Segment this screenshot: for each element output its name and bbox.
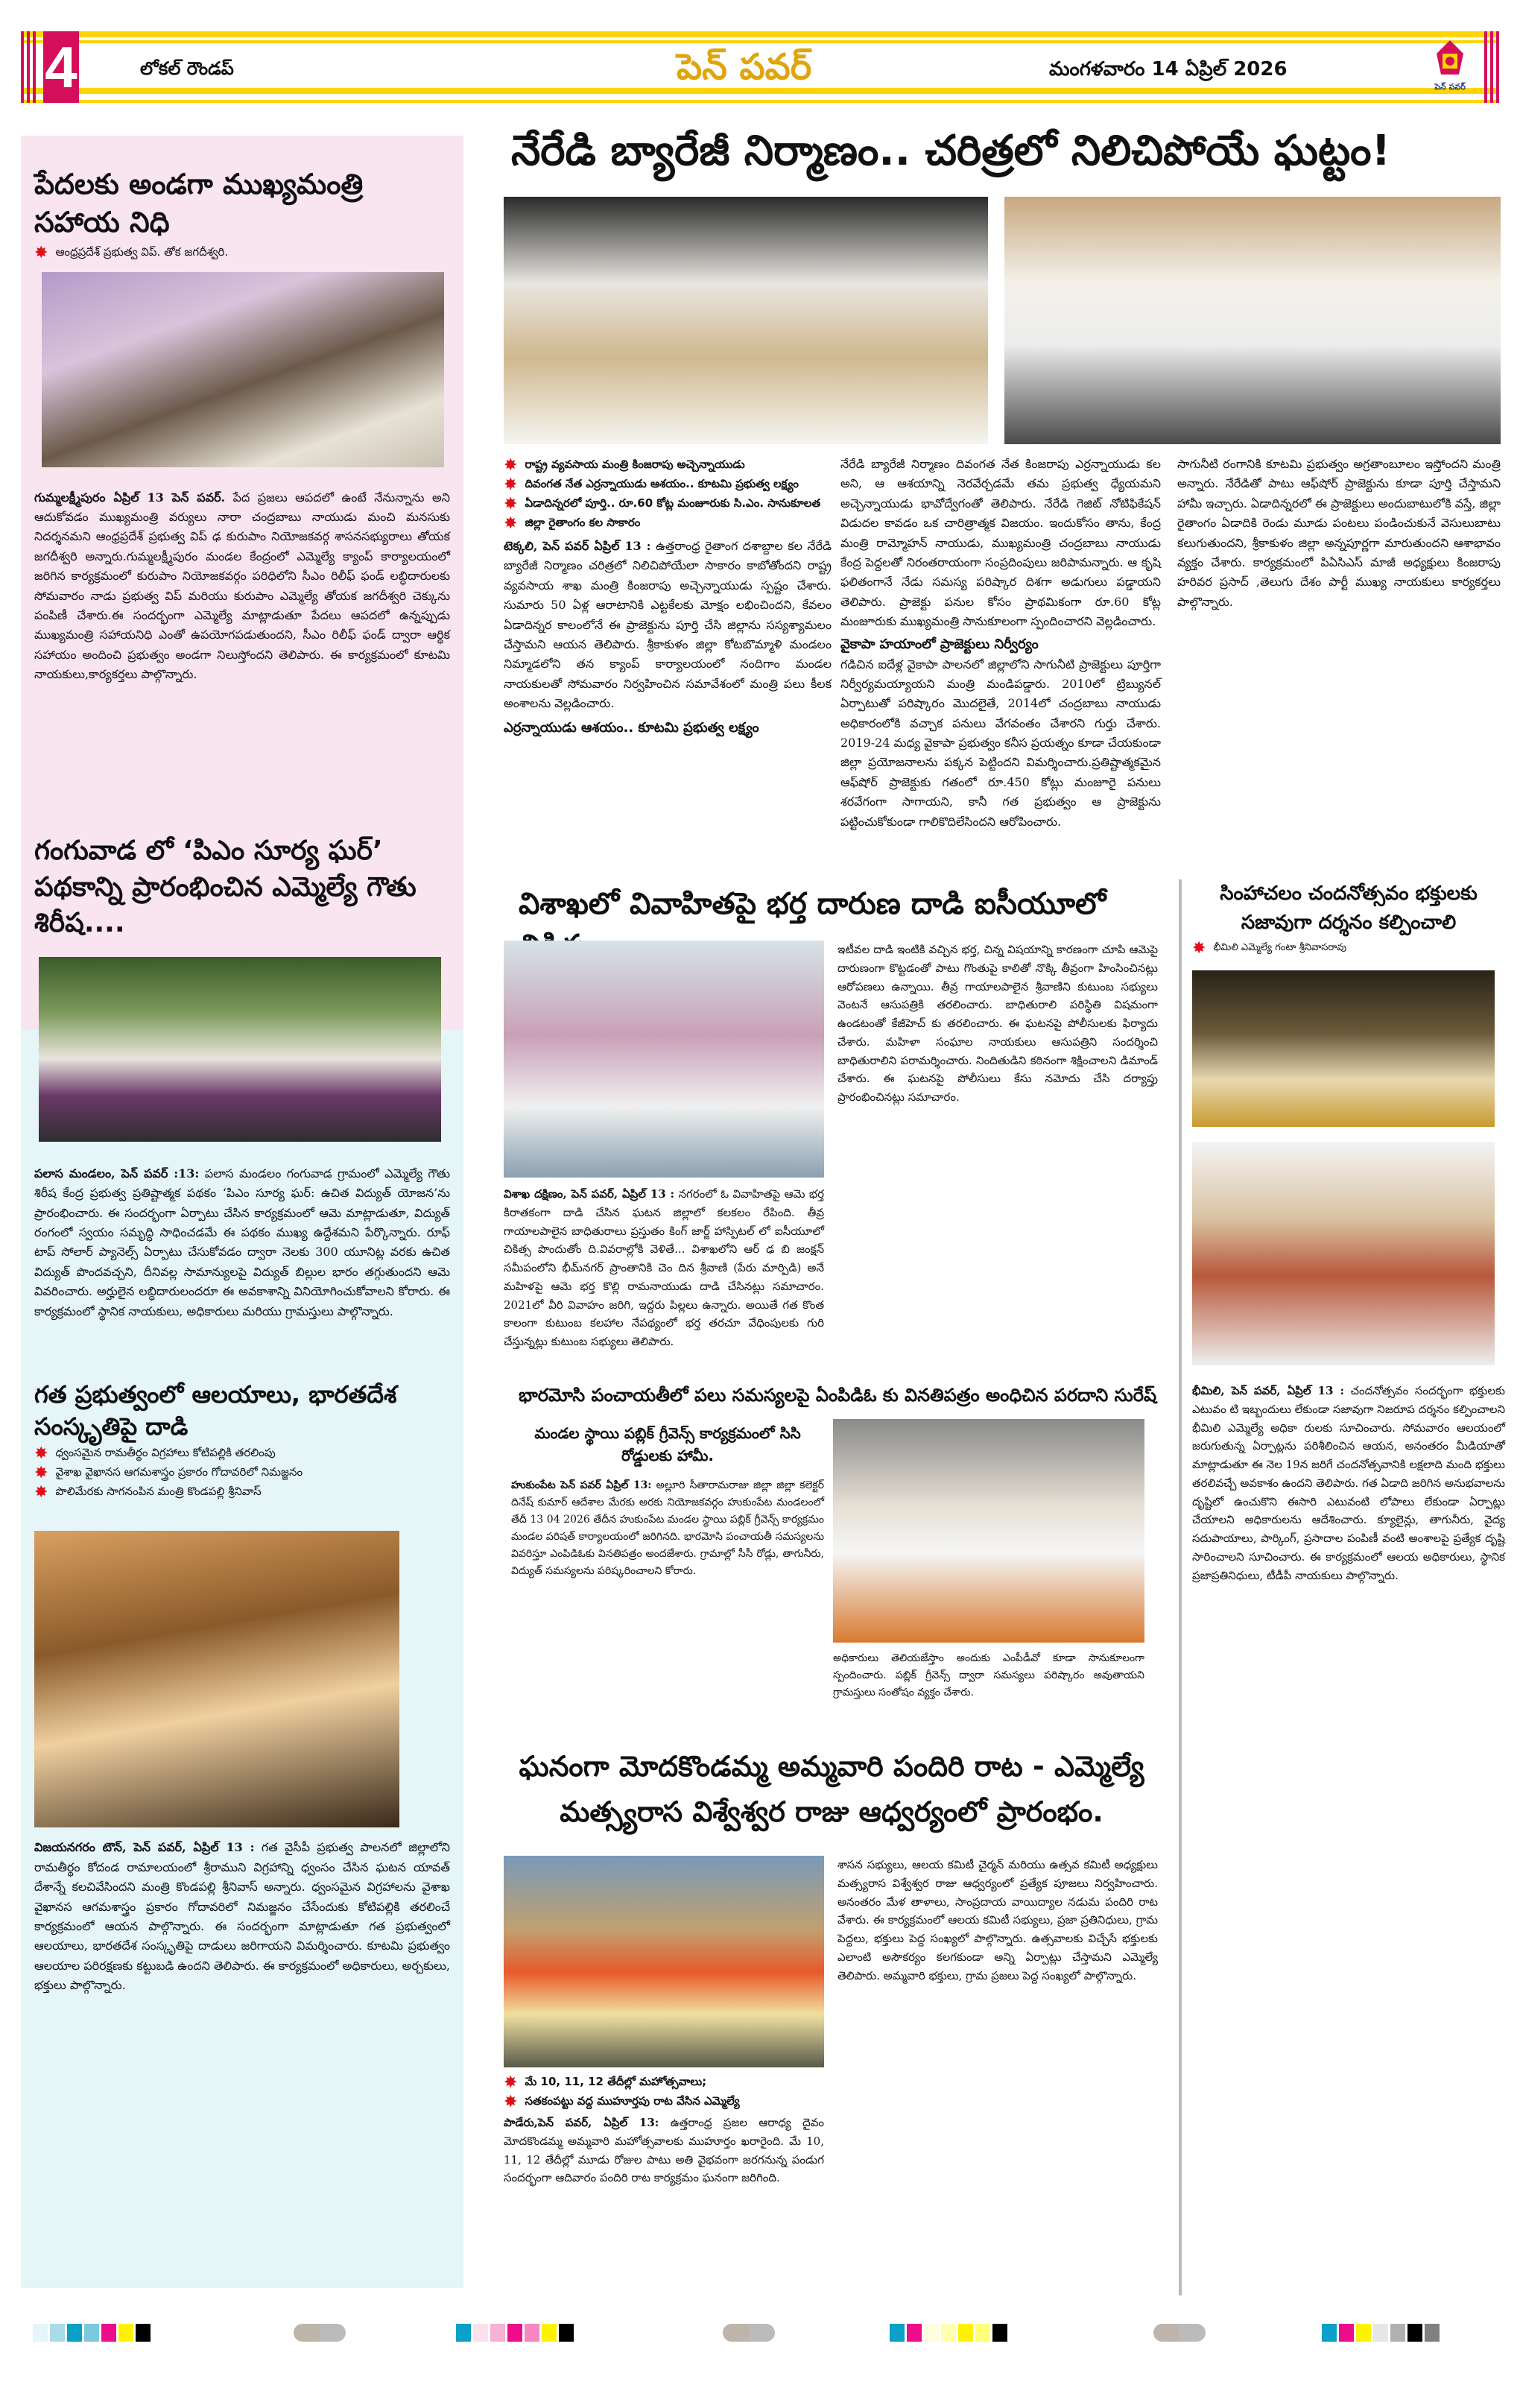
starburst-icon: ✸ bbox=[504, 456, 518, 475]
visakha-col-2 bbox=[837, 941, 1158, 1107]
color-swatch bbox=[907, 2324, 922, 2342]
color-bar-group bbox=[1322, 2324, 1440, 2342]
starburst-icon: ✸ bbox=[34, 1483, 48, 1502]
color-swatch bbox=[118, 2324, 133, 2342]
article-photo bbox=[34, 1531, 399, 1827]
color-swatch bbox=[490, 2324, 505, 2342]
subhead: ✸ రాష్ట్ర వ్యవసాయ మంత్రి కింజరాపు అచ్చెన్నాయుడు bbox=[504, 456, 745, 475]
color-swatch bbox=[1373, 2324, 1388, 2342]
article-simhachalam bbox=[1192, 879, 1505, 1584]
color-swatch bbox=[507, 2324, 522, 2342]
starburst-icon: ✸ bbox=[34, 1444, 48, 1464]
paper-logo bbox=[1429, 37, 1471, 97]
visakha-col-1 bbox=[504, 1185, 824, 1351]
color-swatch bbox=[525, 2324, 539, 2342]
modakondamma-col-2 bbox=[837, 1856, 1158, 1985]
article-body: ఇటీవల దాడి ఇంటికి వచ్చిన భర్త, చిన్న విషయాన్ని కారణంగా చూపి ఆమెపై దారుణంగా కొట్టడంతో పాటు గొంతుపై కాలితో నొక్కి తీవ్రంగా హింసించినట్లు ఆరోపణలు ఉన్నాయి. తీవ్ర గాయాలపాలైన శ్రీవాణిని కుటుంబ సభ్యులు వెంటనే ఆసుపత్రికి తరలించారు. బాధితురాలి పరిస్థితి విషమంగా ఉండటంతో కేజీహెచ్ కు తరలించారు. ఈ ఘటనపై పోలీసులకు ఫిర్యాదు చేశారు. మహిళా సంఘాల నాయకులు ఆసుపత్రిని సందర్శించి బాధితురాలిని పరామర్శించారు. నిందితుడిని కఠినంగా శిక్షించాలని డిమాండ్ చేశారు. ఈ ఘటనపై పోలీసులు కేసు నమోదు చేసి దర్యాప్తు ప్రారంభించినట్లు సమాచారం. bbox=[837, 943, 1158, 1104]
color-swatch bbox=[1356, 2324, 1371, 2342]
article-body: భీమిలి, పెన్ పవర్, ఏప్రిల్ 13 : చందనోత్సవం సందర్భంగా భక్తులకు ఎటువం టి ఇబ్బందులు లేకుండా సజావుగా నిజరూప దర్శనం కల్పించాలని భీమిలి ఎమ్మెల్యే అధికా రులకు సూచించారు. సోమవారం ఆలయంలో జరుగుతున్న ఏర్పాట్లను పరిశీలించిన ఆయన, అనంతరం మీడియాతో మాట్లాడుతూ ఈ నెల 19న జరిగే చందనోత్సవానికి లక్షలాది మంది భక్తులు తరలివచ్చే అవకాశం ఉందని తెలిపారు. గత ఏడాది జరిగిన అనుభవాలను దృష్టిలో ఉంచుకొని ఈసారి ఎటువంటి లోపాలు లేకుండా ఏర్పాట్లు చేయాలని అధికారులను ఆదేశించారు. క్యూలైన్లు, తాగునీరు, వైద్య సదుపాయాలు, పార్కింగ్, ప్రసాదాల పంపిణీ వంటి అంశాలపై ప్రత్యేక దృష్టి సారించాలని సూచించారు. ఈ కార్యక్రమంలో ఆలయ అధికారులు, స్థానిక ప్రజాప్రతినిధులు, టీడీపీ నాయకులు పాల్గొన్నారు. bbox=[1192, 1384, 1505, 1582]
article-photo bbox=[504, 1856, 824, 2067]
starburst-icon: ✸ bbox=[504, 475, 518, 494]
subhead: ✸ వైశాఖ వైఖానస ఆగమశాస్త్రం ప్రకారం గోదావరిలో నిమజ్జనం bbox=[34, 1464, 303, 1483]
article-body: టెక్కలి, పెన్ పవర్ ఏప్రిల్ 13 : ఉత్తరాంధ్ర రైతాంగ దశాబ్దాల కల నేరేడి బ్యారేజీ నిర్మాణం చరిత్రలో నిలిచిపోయేలా సాకారం కాబోతోందని రాష్ట్ర వ్యవసాయ శాఖ మంత్రి కింజరాపు అచ్చెన్నాయుడు స్పష్టం చేశారు. సుమారు 50 ఏళ్ల ఆరాటానికి ఎట్టకేలకు మోక్షం లభించిందని, కేవలం ఏడాదిన్నర కాలంలోనే ఈ ప్రాజెక్టును పూర్తి చేసి జిల్లాను సస్యశ్యామలం చేస్తామని ఆయన తెలిపారు. శ్రీకాకుళం జిల్లా కోటబొమ్మాళి మండలం నిమ్మాడలోని తన క్యాంప్ కార్యాలయంలో నందిగాం మండల నాయకులతో సోమవారం నిర్వహించిన సమావేశంలో మంత్రి పలు కీలక అంశాలను వెల్లడించారు. bbox=[504, 539, 832, 711]
headline: విశాఖలో వివాహితపై భర్త దారుణ దాడి ఐసీయూలో bbox=[519, 887, 1106, 921]
modakondamma-col-1 bbox=[504, 2072, 824, 2187]
bharamosi-col-1 bbox=[511, 1477, 824, 1581]
subhead: ✸ జిల్లా రైతాంగం కల సాకారం bbox=[504, 514, 641, 533]
subhead: మండల స్థాయి పబ్లిక్ గ్రీవెన్స్ కార్యక్రమంలో సిసి రోడ్డులకు హామీ. bbox=[534, 1424, 801, 1464]
masthead-edge bbox=[1484, 31, 1487, 103]
color-swatch bbox=[473, 2324, 488, 2342]
masthead-stripe bbox=[21, 40, 1499, 43]
color-swatch bbox=[890, 2324, 905, 2342]
article-photo bbox=[1192, 1142, 1495, 1365]
color-swatch bbox=[975, 2324, 990, 2342]
masthead-edge bbox=[33, 31, 36, 103]
masthead-edge bbox=[27, 31, 30, 103]
logo-text: పెన్ పవర్ bbox=[1434, 82, 1466, 92]
starburst-icon: ✸ bbox=[34, 243, 48, 262]
subhead: ✸ ఏడాదిన్నరలో పూర్తి.. రూ.60 కోట్ల మంజూరుకు సి.ఎం. సానుకూలత bbox=[504, 495, 821, 513]
headline: గంగువాడ లో ‘పిఎం సూర్య ఘర్’ పథకాన్ని ప్రారంభించిన ఎమ్మెల్యే గౌతు శిరీష.... bbox=[34, 835, 417, 939]
color-swatch bbox=[50, 2324, 65, 2342]
color-swatch bbox=[136, 2324, 151, 2342]
headline: నేరేడి బ్యారేజీ నిర్మాణం.. చరిత్రలో నిలిచిపోయే ఘట్టం! bbox=[511, 127, 1391, 175]
subhead: ✸ భీమిలి ఎమ్మెల్యే గంటా శ్రీనివాసరావు bbox=[1192, 939, 1347, 958]
color-swatch bbox=[1339, 2324, 1354, 2342]
neredi-col-1 bbox=[504, 455, 832, 739]
subhead: ✸ మే 10, 11, 12 తేదీల్లో మహోత్సవాలు; bbox=[504, 2073, 707, 2092]
registration-pill bbox=[723, 2324, 775, 2342]
article-body: పలాస మండలం, పెన్ పవర్ :13: పలాస మండలం గంగువాడ గ్రామంలో ఎమ్మెల్యే గౌతు శిరీష కేంద్ర ప్రభుత్వ ప్రతిష్టాత్మక పథకం ‘పిఎం సూర్య ఘర్: ఉచిత విద్యుత్ యోజన’ను ప్రారంభించారు. ఈ సందర్భంగా ఏర్పాటు చేసిన కార్యక్రమంలో ఆమె మాట్లాడుతూ, విద్యుత్ రంగంలో స్వయం సమృద్ధి సాధించడమే ఈ పథకం ముఖ్య ఉద్దేశమని పేర్కొన్నారు. రూఫ్ టాప్ సోలార్ ప్యానెల్స్ ఏర్పాటు చేసుకోవడం ద్వారా నెలకు 300 యూనిట్ల వరకు ఉచిత విద్యుత్ పొందవచ్చని, దీనివల్ల సామాన్యులపై విద్యుత్ బిల్లుల భారం తగ్గుతుందని ఆమె వివరించారు. అర్హులైన లబ్ధిదారులందరూ ఈ అవకాశాన్ని వినియోగించుకోవాలని కోరారు. ఈ కార్యక్రమంలో స్థానిక నాయకులు, అధికారులు మరియు గ్రామస్తులు పాల్గొన్నారు. bbox=[34, 1166, 450, 1318]
subhead: ✸ ఆంధ్రప్రదేశ్ ప్రభుత్వ విప్. తోక జగదీశ్వరి. bbox=[34, 243, 229, 262]
starburst-icon: ✸ bbox=[1192, 939, 1206, 958]
starburst-icon: ✸ bbox=[504, 2073, 518, 2092]
article-body: పాడేరు,పెన్ పవర్, ఏప్రిల్ 13: ఉత్తరాంధ్ర ప్రజల ఆరాధ్య దైవం మోదకొండమ్మ అమ్మవారి మహోత్సవాలకు ముహూర్తం ఖరారైంది. మే 10, 11, 12 తేదీల్లో మూడు రోజుల పాటు అతి వైభవంగా జరగనున్న పండుగ సందర్భంగా ఆదివారం పందిరి రాట కార్యక్రమం ఘనంగా జరిగింది. bbox=[504, 2116, 824, 2185]
section-name: లోకల్ రౌండప్ bbox=[140, 58, 234, 79]
starburst-icon: ✸ bbox=[504, 2093, 518, 2111]
color-swatch bbox=[992, 2324, 1007, 2342]
color-bar-group bbox=[456, 2324, 574, 2342]
color-swatch bbox=[542, 2324, 557, 2342]
crosshead: ఎర్రన్నాయుడు ఆశయం.. కూటమి ప్రభుత్వ లక్ష్యం bbox=[504, 719, 759, 736]
article-body: హుకుంపేట పెన్ పవర్ ఏప్రిల్ 13: అల్లూరి సీతారామరాజు జిల్లా జిల్లా కలెక్టర్ దినేష్ కుమార్ ఆదేశాల మేరకు అరకు నియోజకవర్గం హుకుంపేట మండలంలో తేదీ 13 04 2026 తేదీన హుకుంపేట మండల స్థాయి పబ్లిక్ గ్రీవెన్స్ కార్యక్రమం మండల పరిషత్ కార్యాలయంలో జరిగినది. భారమోసి పంచాయతీ సమస్యలను వివరిస్తూ ఎంపిడిఓకు వినతిపత్రం అందజేశారు. గ్రామాల్లో సీసీ రోడ్లు, తాగునీరు, విద్యుత్ సమస్యలను పరిష్కరించాలని కోరారు. bbox=[511, 1479, 825, 1578]
article-body: గడిచిన ఐదేళ్ల వైకాపా పాలనలో జిల్లాలోని సాగునీటి ప్రాజెక్టులు పూర్తిగా నిర్వీర్యమయ్యాయని మంత్రి మండిపడ్డారు. 2010లో ట్రిబ్యునల్ ఏర్పాటుతో పరిష్కారం మొదలైతే, 2014లో చంద్రబాబు నాయుడు అధికారంలోకి వచ్చాక పనులు వేగవంతం చేశారని గుర్తు చేశారు. 2019-24 మధ్య వైకాపా ప్రభుత్వం కనీస ప్రయత్నం కూడా చేయకుండా జిల్లా ప్రయోజనాలను పక్కన పెట్టిందని విమర్శించారు.ప్రతిష్టాత్మకమైన ఆఫ్‌షోర్ ప్రాజెక్టుకు గతంలో రూ.450 కోట్లు మంజూరై పనులు శరవేగంగా సాగాయని, కానీ గత ప్రభుత్వం ఆ ప్రాజెక్టును పట్టించుకోకుండా గాలికొదిలేసిందని ఆరోపించారు. bbox=[840, 657, 1161, 829]
article-body: శాసన సభ్యులు, ఆలయ కమిటీ చైర్మన్ మరియు ఉత్సవ కమిటీ అధ్యక్షులు మత్స్యరాస విశ్వేశ్వర రాజు ఆధ్వర్యంలో ప్రత్యేక పూజలు నిర్వహించారు. అనంతరం మేళ తాళాలు, సాంప్రదాయ వాయిద్యాల నడుమ పందిరి రాట వేశారు. ఈ కార్యక్రమంలో ఆలయ కమిటీ సభ్యులు, ప్రజా ప్రతినిధులు, గ్రామ పెద్దలు, భక్తులు పెద్ద సంఖ్యలో పాల్గొన్నారు. ఉత్సవాలకు విచ్చేసే భక్తులకు ఎలాంటి అసౌకర్యం కలగకుండా అన్ని ఏర్పాట్లు చేస్తామని ఎమ్మెల్యే తెలిపారు. అమ్మవారి భక్తులు, గ్రామ ప్రజలు పెద్ద సంఖ్యలో పాల్గొన్నారు. bbox=[837, 1858, 1158, 1982]
article-photo bbox=[504, 197, 988, 444]
headline: గత ప్రభుత్వంలో ఆలయాలు, భారతదేశ సంస్కృతిపై దాడి bbox=[34, 1380, 397, 1441]
article-body: అధికారులు తెలియజేస్తాం అందుకు ఎంపీడీవో కూడా సానుకూలంగా స్పందించారు. పబ్లిక్ గ్రీవెన్స్ ద్వారా సమస్యలు పరిష్కారం అవుతాయని గ్రామస్తులు సంతోషం వ్యక్తం చేశారు. bbox=[833, 1652, 1144, 1699]
paper-title: పెన్ పవర్ bbox=[677, 46, 812, 88]
masthead bbox=[21, 31, 1499, 103]
registration-pill bbox=[294, 2324, 346, 2342]
subhead: ✸ ధ్వంసమైన రామతీర్థం విగ్రహాలు కోటిపల్లికి తరలింపు bbox=[34, 1444, 276, 1464]
article-photo bbox=[1004, 197, 1501, 444]
page-number: 4 bbox=[43, 31, 79, 103]
headline: సింహాచలం చందనోత్సవం భక్తులకు సజావుగా దర్శనం కల్పించాలి bbox=[1220, 882, 1478, 934]
starburst-icon: ✸ bbox=[34, 1464, 48, 1483]
color-swatch bbox=[941, 2324, 956, 2342]
masthead-edge bbox=[1496, 31, 1499, 103]
neredi-col-3 bbox=[1177, 455, 1501, 612]
color-swatch bbox=[1407, 2324, 1422, 2342]
color-swatch bbox=[456, 2324, 471, 2342]
article-body: విజయనగరం టౌన్, పెన్ పవర్, ఏప్రిల్ 13 : గత వైసీపీ ప్రభుత్వ పాలనలో జిల్లాలోని రామతీర్థం కోదండ రామాలయంలో శ్రీరాముని విగ్రహాన్ని ధ్వంసం చేసిన ఘటన యావత్ దేశాన్నే కలచివేసిందని మంత్రి కొండపల్లి శ్రీనివాస్ అన్నారు. ధ్వంసమైన విగ్రహాలను వైశాఖ వైఖానస ఆగమశాస్త్రం ప్రకారం గోదావరిలో నిమజ్జనం చేసేందుకు కోటిపల్లికి తరలించే కార్యక్రమంలో ఆయన పాల్గొన్నారు. ఈ సందర్భంగా మాట్లాడుతూ గత ప్రభుత్వంలో ఆలయాలు, భారతదేశ సంస్కృతిపై దాడులు జరిగాయని విమర్శించారు. కూటమి ప్రభుత్వం ఆలయాల పరిరక్షణకు కట్టుబడి ఉందని తెలిపారు. ఈ కార్యక్రమంలో అధికారులు, అర్చకులు, భక్తులు పాల్గొన్నారు. bbox=[34, 1840, 450, 1993]
color-swatch bbox=[67, 2324, 82, 2342]
article-visakha-attack bbox=[504, 887, 1159, 1348]
starburst-icon: ✸ bbox=[504, 514, 518, 533]
crosshead: వైకాపా హయాంలో ప్రాజెక్టులు నిర్వీర్యం bbox=[840, 636, 1039, 652]
article-bharamosi bbox=[504, 1385, 1159, 1699]
article-body: గుమ్మలక్ష్మీపురం ఏప్రిల్ 13 పెన్ పవర్. పేద ప్రజలు ఆపదలో ఉంటే నేనున్నాను అని ఆదుకోవడం ముఖ్యమంత్రి వర్యులు నారా చంద్రబాబు నాయుడు మంచి మనసుకు నిదర్శనమని ఆంధ్రప్రదేశ్ ప్రభుత్వ విప్ ఢ కురుపాం నియోజకవర్గ శాసనసభ్యురాలు తోయక జగదీశ్వరి అన్నారు.గుమ్మలక్ష్మీపురం మండల కేంద్రంలో ఎమ్మెల్యే క్యాంప్ కార్యాలయంలో జరిగిన కార్యక్రమంలో కురుపాం నియోజకవర్గం పరిధిలోని సీఎం రిలీఫ్ ఫండ్ లబ్ధిదారులకు సోమవారం నాడు ప్రభుత్వ విప్ మరియు కురుపాం ఎమ్మెల్యే తోయక జగదీశ్వరి చెక్కును పంపిణీ చేశారు.ఈ సందర్భంగా ఎమ్మెల్యే మాట్లాడుతూ పేదలు ఆపదలో ఉన్నప్పుడు ముఖ్యమంత్రి సహాయనిధి ఎంతో ఉపయోగపడుతుందని, సీఎం రిలీఫ్ ఫండ్ ద్వారా ఆర్థిక సహాయం అందించి ప్రభుత్వం అండగా నిలుస్తోందని తెలిపారు. ఈ కార్యక్రమంలో కూటమి నాయకులు,కార్యకర్తలు పాల్గొన్నారు. bbox=[34, 490, 450, 682]
masthead-edge bbox=[21, 31, 24, 103]
article-body: విశాఖ దక్షిణం, పెన్ పవర్, ఏప్రిల్ 13 : నగరంలో ఓ వివాహితపై ఆమె భర్త కిరాతకంగా దాడి చేసిన ఘటన జిల్లాలో కలకలం రేపింది. తీవ్ర గాయాలపాలైన బాధితురాలు ప్రస్తుతం కింగ్ జార్జ్ హాస్పిటల్ లో ఐసీయూలో చికిత్స పొందుతోం ది.వివరాల్లోకి వెళితే... విశాఖలోని ఆర్ ఢ బి జంక్షన్ సమీపంలోని భీమ్‌నగర్ ప్రాంతానికి చెం దిన శ్రీవాణి (పేరు మార్పిడి) అనే మహిళపై ఆమె భర్త కొల్లి రామనాయుడు దాడి చేసినట్లు సమాచారం. 2021లో వీరి వివాహం జరిగి, ఇద్దరు పిల్లలు ఉన్నారు. అయితే గత కొంత కాలంగా కుటుంబ కలహాల నేపథ్యంలో భర్త తరచూ వేధింపులకు గురి చేస్తున్నట్లు కుటుంబ సభ్యులు తెలిపారు. bbox=[504, 1187, 824, 1348]
article-body: నేరేడి బ్యారేజీ నిర్మాణం దివంగత నేత కింజరాపు ఎర్రన్నాయుడు కల అని, ఆ ఆశయాన్ని నెరవేర్చడమే తమ ప్రభుత్వ ధ్యేయమని అచ్చెన్నాయుడు భావోద్వేగంతో తెలిపారు. నేరేడి గెజిట్ నోటిఫికేషన్ విడుదల కావడం ఒక చారిత్రాత్మక విజయం. ఇందుకోసం తాను, కేంద్ర మంత్రి రామ్మోహన్ నాయుడు, ముఖ్యమంత్రి చంద్రబాబు నాయుడు కేంద్ర పెద్దలతో నిరంతరాయంగా సంప్రదింపులు జరిపామన్నారు. ఆ కృషి ఫలితంగానే నేడు సమస్య పరిష్కార దిశగా అడుగులు పడ్డాయని తెలిపారు. ప్రాజెక్టు పనుల కోసం ప్రాథమికంగా రూ.60 కోట్ల మంజూరుకు ముఖ్యమంత్రి సానుకూలంగా స్పందించారని వెల్లడించారు. bbox=[840, 457, 1161, 629]
article-surya-ghar bbox=[34, 833, 450, 1321]
subhead: ✸ పొలిమేరకు సాగనంపిన మంత్రి కొండపల్లి శ్రీనివాస్ bbox=[34, 1483, 262, 1502]
headline: పేదలకు అండగా ముఖ్యమంత్రి సహాయ నిధి bbox=[34, 168, 364, 239]
headline: భారమోసి పంచాయతీలో పలు సమస్యలపై ఏంపిడిఓ కు వినతిపత్రం అంధిచిన పరదాని సురేష్ bbox=[519, 1385, 1157, 1406]
color-swatch bbox=[559, 2324, 574, 2342]
article-body: సాగునీటి రంగానికి కూటమి ప్రభుత్వం అగ్రతాంబూలం ఇస్తోందని మంత్రి అన్నారు. నేరేడితో పాటు ఆఫ్‌షోర్ ప్రాజెక్టును కూడా పూర్తి చేస్తామని హామీ ఇచ్చారు. ఏడాదిన్నరలో ఈ ప్రాజెక్టులు అందుబాటులోకి వస్తే, జిల్లా రైతాంగం ఏడాదికి రెండు మూడు పంటలు పండించుకునే వెసులుబాటు కలుగుతుందని, శ్రీకాకుళం జిల్లా అన్నపూర్ణగా మారుతుందని ఆశాభావం వ్యక్తం చేశారు. కార్యక్రమంలో పిఏసిఎస్ మాజీ అధ్యక్షులు కింజరాపు హరివర ప్రసాద్ ,తెలుగు దేశం పార్టీ ముఖ్య నాయకులు కార్యకర్తలు పాల్గొన్నారు. bbox=[1177, 457, 1501, 609]
starburst-icon: ✸ bbox=[504, 495, 518, 513]
issue-date: మంగళవారం 14 ఏప్రిల్ 2026 bbox=[1049, 58, 1288, 80]
color-registration-bars bbox=[33, 2324, 1493, 2342]
bharamosi-col-2 bbox=[833, 1650, 1144, 1701]
logo-icon bbox=[1429, 37, 1471, 97]
article-photo bbox=[504, 941, 824, 1178]
color-swatch bbox=[101, 2324, 116, 2342]
color-swatch bbox=[1322, 2324, 1337, 2342]
color-swatch bbox=[84, 2324, 99, 2342]
article-neredi-barrage bbox=[504, 127, 1505, 842]
column-rule bbox=[1179, 879, 1182, 2295]
color-bar-group bbox=[890, 2324, 1007, 2342]
color-swatch bbox=[1425, 2324, 1440, 2342]
article-photo bbox=[39, 957, 441, 1142]
color-swatch bbox=[958, 2324, 973, 2342]
article-photo bbox=[42, 272, 444, 467]
masthead-edge bbox=[1490, 31, 1493, 103]
headline: ఘనంగా మోదకొండమ్మ అమ్మవారి పందిరి రాట - ఎమ్మెల్యే మత్స్యరాస విశ్వేశ్వర రాజు ఆధ్వర్యంలో ప్రారంభం. bbox=[519, 1750, 1144, 1828]
neredi-col-2 bbox=[840, 455, 1161, 832]
color-swatch bbox=[924, 2324, 939, 2342]
article-temples bbox=[34, 1379, 450, 1996]
subhead: ✸ సతకంపట్టు వద్ద ముహూర్తపు రాట వేసిన ఎమ్మెల్యే bbox=[504, 2093, 740, 2111]
article-cm-relief bbox=[34, 165, 450, 685]
registration-pill bbox=[1153, 2324, 1206, 2342]
color-bar-group bbox=[33, 2324, 151, 2342]
color-swatch bbox=[1390, 2324, 1405, 2342]
masthead-stripe bbox=[21, 31, 1499, 37]
article-photo bbox=[1192, 970, 1495, 1127]
article-modakondamma bbox=[504, 1744, 1159, 2185]
masthead-stripe bbox=[21, 100, 1499, 103]
subhead: ✸ దివంగత నేత ఎర్రన్నాయుడు ఆశయం.. కూటమి ప్రభుత్వ లక్ష్యం bbox=[504, 475, 799, 494]
article-photo bbox=[833, 1419, 1144, 1643]
color-swatch bbox=[33, 2324, 48, 2342]
